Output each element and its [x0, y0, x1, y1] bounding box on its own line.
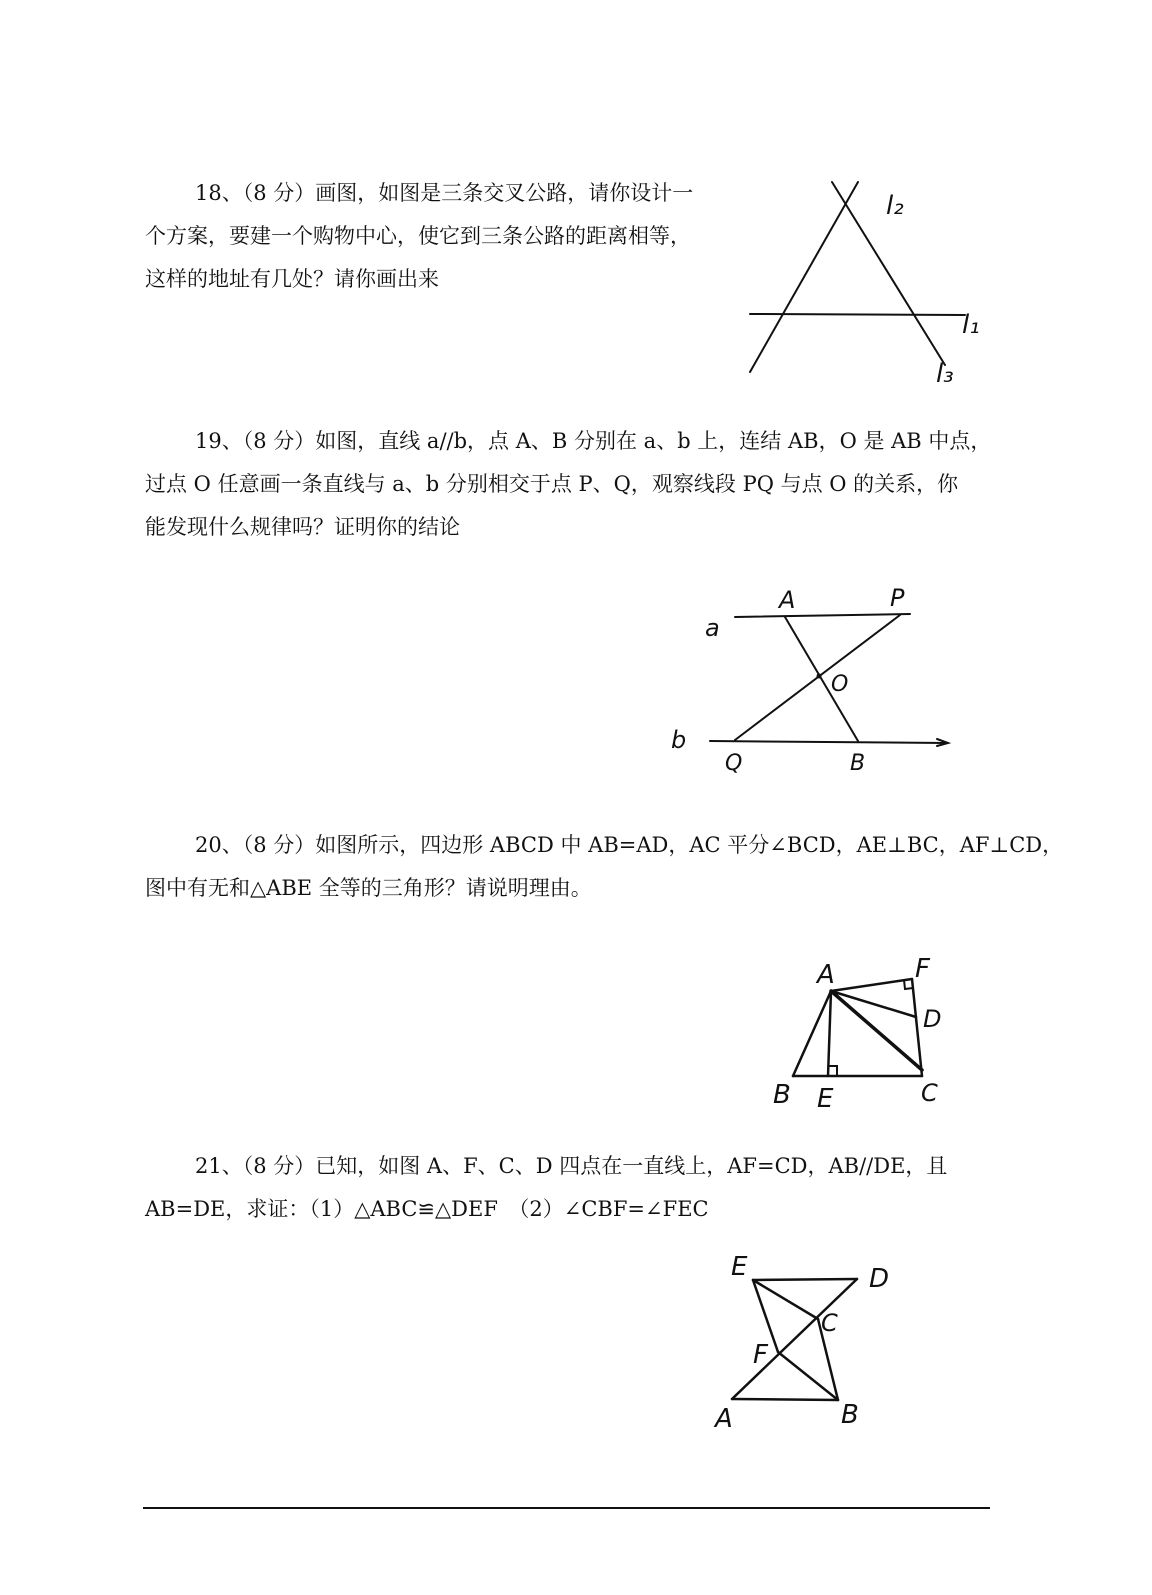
label-C: C [821, 1309, 838, 1337]
label-B: B [841, 1400, 859, 1430]
segment-AF [831, 979, 912, 991]
segment-AC [831, 991, 922, 1070]
label-A: A [817, 960, 835, 990]
q21-line-1: 21、（8 分）已知，如图 A、F、C、D 四点在一直线上，AF=CD，AB//DE，且 [195, 1154, 948, 1178]
question-20 [145, 824, 1063, 910]
q19-line-3: 能发现什么规律吗？证明你的结论 [145, 515, 460, 539]
label-O: O [831, 672, 849, 697]
segment-EC [753, 1280, 818, 1319]
line-a [735, 614, 910, 617]
segment-ED [753, 1279, 857, 1280]
q18-figure-roads [740, 170, 1000, 395]
label-F: F [753, 1340, 768, 1370]
label-E: E [817, 1084, 834, 1114]
question-19 [145, 420, 991, 549]
q20-line-2: 图中有无和△ABE 全等的三角形？请说明理由。 [145, 876, 592, 900]
footer-rule [143, 1507, 990, 1509]
label-l3: l₃ [936, 359, 954, 389]
label-a: a [705, 614, 720, 642]
label-F: F [915, 954, 930, 984]
label-C: C [921, 1079, 938, 1107]
q20-figure-quadrilateral [765, 955, 955, 1115]
q21-figure-triangles [705, 1245, 905, 1440]
segment-AE [828, 991, 831, 1076]
label-B: B [773, 1080, 791, 1110]
question-21 [145, 1145, 947, 1231]
label-l1: l₁ [962, 310, 980, 340]
q19-line-1: 19、（8 分）如图，直线 a//b，点 A、B 分别在 a、b 上，连结 AB，O 是 AB 中点， [195, 429, 992, 453]
q18-line-1: 18、（8 分）画图，如图是三条交叉公路，请你设计一 [195, 181, 694, 205]
label-b: b [671, 726, 687, 754]
question-18 [145, 172, 693, 301]
road-l1 [750, 314, 965, 315]
label-Q: Q [725, 751, 743, 776]
point-O [817, 674, 822, 679]
label-D: D [923, 1005, 942, 1033]
segment-AB [732, 1399, 838, 1400]
label-E: E [731, 1252, 748, 1282]
right-angle-E [829, 1066, 837, 1076]
q18-line-2: 个方案，要建一个购物中心，使它到三条公路的距离相等， [145, 224, 691, 248]
label-l2: l₂ [886, 191, 904, 221]
label-B: B [850, 751, 866, 776]
q19-line-2: 过点 O 任意画一条直线与 a、b 分别相交于点 P、Q，观察线段 PQ 与点 O 的关系，你 [145, 472, 959, 496]
segment-AD [732, 1279, 857, 1399]
q21-line-2: AB=DE，求证：（1）△ABC≌△DEF （2）∠CBF=∠FEC [145, 1197, 709, 1221]
label-A: A [779, 586, 796, 614]
segment-AB [793, 991, 831, 1076]
road-l2 [750, 182, 858, 372]
label-D: D [869, 1264, 890, 1294]
q18-line-3: 这样的地址有几处？请你画出来 [145, 267, 439, 291]
q19-figure-parallel [665, 580, 965, 780]
label-P: P [890, 584, 905, 612]
label-A: A [715, 1404, 733, 1434]
q20-line-1: 20、（8 分）如图所示，四边形 ABCD 中 AB=AD，AC 平分∠BCD，AE⊥BC，AF⊥CD， [195, 833, 1064, 857]
line-b [710, 741, 947, 743]
